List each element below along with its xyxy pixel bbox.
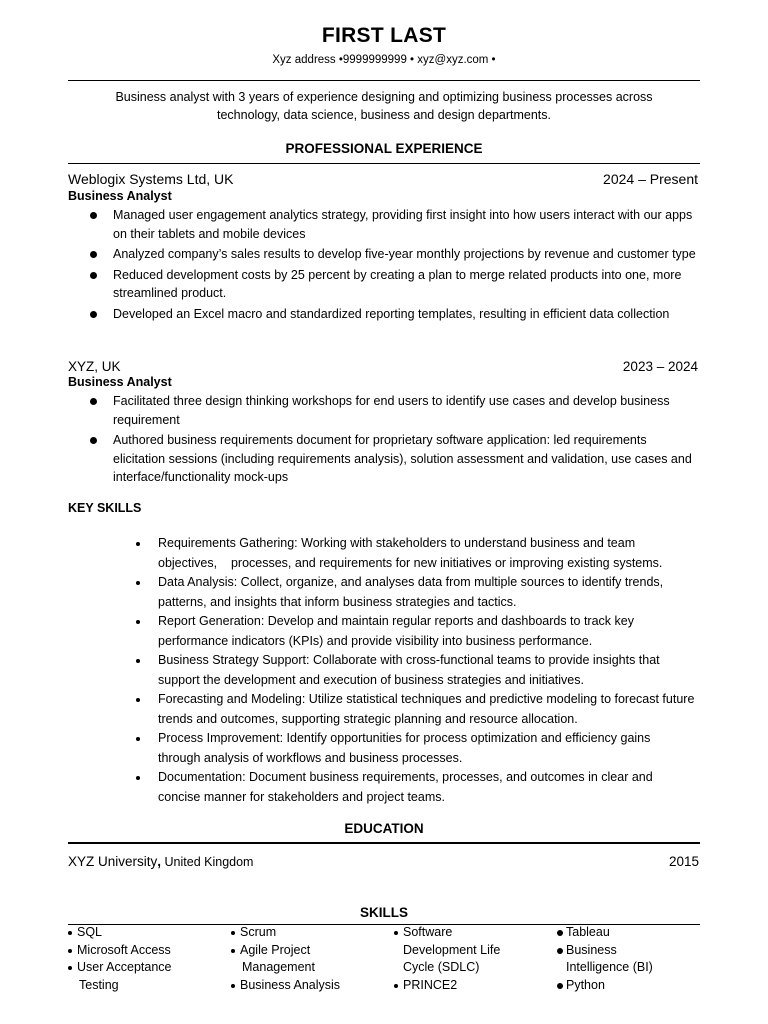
key-skill-item: Forecasting and Modeling: Utilize statistical techniques and predictive modeling to forecast future trends and outcomes, supporting strategic planning and resource allocation. (136, 690, 696, 729)
summary: Business analyst with 3 years of experience designing and optimizing business processes across technology, data science, business and design departments. (115, 90, 653, 122)
bullet-icon (68, 949, 72, 953)
job-2-header (68, 359, 698, 374)
bullet-icon (231, 984, 235, 988)
bullet-icon (136, 698, 140, 702)
key-skill-item: Documentation: Document business requirements, processes, and outcomes in clear and concise manner for stakeholders and project teams. (136, 768, 696, 807)
job-bullet: Authored business requirements document for proprietary software application: led requirements elicitation sessions (including requirements analysis), solution assessment and validation, use cases and interface/functionality mock-ups (90, 431, 696, 487)
bullet-icon (136, 581, 140, 585)
school-name: XYZ University (68, 854, 158, 869)
skill-item: Tableau (557, 924, 707, 942)
skill-item: Microsoft Access (68, 942, 218, 960)
education-entry (68, 854, 253, 869)
bullet-icon (136, 542, 140, 546)
key-skills-list (136, 534, 696, 807)
experience-divider (68, 163, 700, 164)
bullet-icon (90, 398, 97, 405)
contact-line: Xyz address •9999999999 • xyz@xyz.com • (272, 54, 496, 66)
experience-section-title: PROFESSIONAL EXPERIENCE (285, 141, 483, 156)
job-2-bullets (90, 392, 696, 489)
bullet-icon (90, 212, 97, 219)
job-1-bullets (90, 206, 696, 325)
bullet-icon (136, 737, 140, 741)
education-section-title: EDUCATION (344, 821, 424, 836)
bullet-icon (231, 949, 235, 953)
bullet-icon (231, 931, 235, 935)
job-bullet: Facilitated three design thinking workshops for end users to identify use cases and develop business requirement (90, 392, 696, 429)
skill-item: Software Development Life Cycle (SDLC) (394, 924, 544, 977)
job-2-company: XYZ, UK (68, 359, 121, 374)
job-2-role: Business Analyst (68, 375, 172, 389)
job-bullet: Managed user engagement analytics strategy, providing first insight into how users interact with our apps on their tablets and mobile devices (90, 206, 696, 243)
key-skill-item: Requirements Gathering: Working with stakeholders to understand business and team objectives, processes, and requirements for new initiatives or improving existing systems. (136, 534, 696, 573)
skill-item: Business Intelligence (BI) (557, 942, 707, 977)
key-skill-item: Process Improvement: Identify opportunities for process optimization and efficiency gains through analysis of workflows and business processes. (136, 729, 696, 768)
job-1-header (68, 171, 698, 187)
skills-column-2 (231, 924, 381, 994)
skill-item: User Acceptance Testing (68, 959, 218, 994)
skill-item: SQL (68, 924, 218, 942)
skills-column-1 (68, 924, 218, 994)
key-skill-item: Business Strategy Support: Collaborate with cross-functional teams to provide insights that support the development and execution of business strategies and initiatives. (136, 651, 696, 690)
job-bullet: Reduced development costs by 25 percent by creating a plan to merge related products into one, more streamlined product. (90, 266, 696, 303)
key-skill-item: Data Analysis: Collect, organize, and analyses data from multiple sources to identify trends, patterns, and insights that inform business strategies and tactics. (136, 573, 696, 612)
skill-item: Business Analysis (231, 977, 381, 995)
bullet-icon (557, 983, 563, 989)
bullet-icon (90, 251, 97, 258)
skills-section-title: SKILLS (359, 905, 408, 920)
education-separator: , (157, 854, 162, 869)
job-1-dates: 2024 – Present (603, 171, 698, 187)
bullet-icon (136, 776, 140, 780)
bullet-icon (557, 930, 563, 936)
bullet-icon (394, 931, 398, 935)
bullet-icon (394, 984, 398, 988)
job-1-role: Business Analyst (68, 189, 172, 203)
job-bullet: Analyzed company’s sales results to develop five-year monthly projections by revenue and customer type (90, 245, 696, 264)
bullet-icon (68, 931, 72, 935)
bullet-icon (68, 966, 72, 970)
skills-column-4 (557, 924, 707, 994)
bullet-icon (136, 659, 140, 663)
job-bullet: Developed an Excel macro and standardized reporting templates, resulting in efficient data collection (90, 305, 696, 324)
education-row (68, 854, 699, 869)
skill-item: Agile Project Management (231, 942, 381, 977)
job-2-dates: 2023 – 2024 (622, 359, 698, 374)
school-location: United Kingdom (161, 855, 254, 869)
bullet-icon (557, 948, 563, 954)
candidate-name: FIRST LAST (321, 24, 447, 47)
skill-item: Scrum (231, 924, 381, 942)
bullet-icon (90, 311, 97, 318)
skills-column-3 (394, 924, 544, 994)
graduation-year: 2015 (668, 854, 699, 869)
key-skills-title: KEY SKILLS (68, 501, 142, 515)
bullet-icon (90, 437, 97, 444)
skill-item: Python (557, 977, 707, 995)
key-skill-item: Report Generation: Develop and maintain regular reports and dashboards to track key performance indicators (KPIs) and provide visibility into business performance. (136, 612, 696, 651)
header-divider (68, 80, 700, 81)
bullet-icon (136, 620, 140, 624)
job-1-company: Weblogix Systems Ltd, UK (68, 171, 234, 187)
skill-item: PRINCE2 (394, 977, 544, 995)
bullet-icon (90, 272, 97, 279)
education-divider (68, 842, 700, 844)
